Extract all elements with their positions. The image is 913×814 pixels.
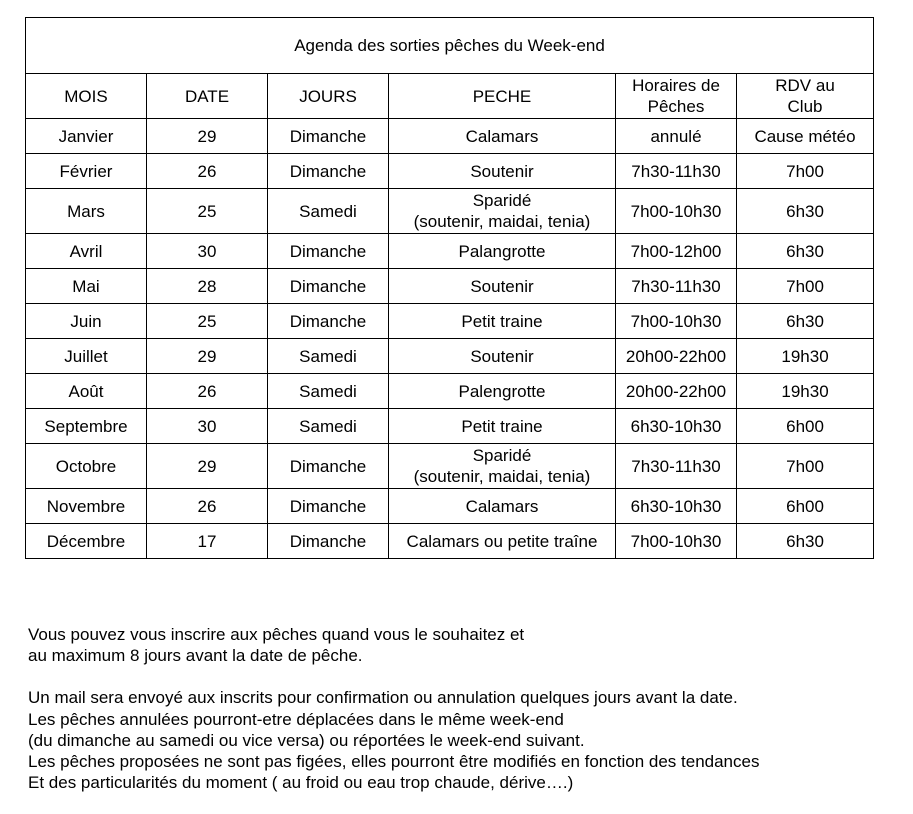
date-cell: 30 xyxy=(147,234,268,269)
fishing-type-line: Palangrotte xyxy=(458,241,546,261)
header-horaires-line1: Horaires de xyxy=(632,76,720,95)
month-cell: Mai xyxy=(26,269,147,304)
meeting-cell: 6h30 xyxy=(737,304,874,339)
meeting-cell: 19h30 xyxy=(737,374,874,409)
table-row xyxy=(26,304,874,339)
schedule-cell: 7h30-11h30 xyxy=(616,269,737,304)
fishing-type-line: Palengrotte xyxy=(458,381,546,401)
schedule-cell: 20h00-22h00 xyxy=(616,339,737,374)
day-cell: Dimanche xyxy=(268,154,389,189)
schedule-cell: 6h30-10h30 xyxy=(616,489,737,524)
date-cell: 28 xyxy=(147,269,268,304)
day-cell: Dimanche xyxy=(268,119,389,154)
fishing-type-cell xyxy=(389,154,616,189)
month-cell: Septembre xyxy=(26,409,147,444)
date-cell: 26 xyxy=(147,374,268,409)
month-cell: Avril xyxy=(26,234,147,269)
schedule-cell: 7h00-10h30 xyxy=(616,524,737,559)
date-cell: 25 xyxy=(147,304,268,339)
paragraph-gap xyxy=(28,666,888,687)
date-cell: 30 xyxy=(147,409,268,444)
date-cell: 29 xyxy=(147,339,268,374)
schedule-cell: 20h00-22h00 xyxy=(616,374,737,409)
fishing-type-cell xyxy=(389,304,616,339)
fishing-type-line: Soutenir xyxy=(470,161,534,181)
fishing-type-line: Petit traine xyxy=(461,311,543,331)
fishing-type-cell xyxy=(389,374,616,409)
table-row xyxy=(26,339,874,374)
meeting-cell: 6h00 xyxy=(737,409,874,444)
table-row xyxy=(26,119,874,154)
schedule-cell: 7h30-11h30 xyxy=(616,444,737,489)
header-rdv xyxy=(737,74,874,119)
table-row xyxy=(26,189,874,234)
fishing-type-cell xyxy=(389,489,616,524)
month-cell: Mars xyxy=(26,189,147,234)
meeting-cell: 6h30 xyxy=(737,189,874,234)
fishing-type-line: Calamars xyxy=(465,126,539,146)
schedule-cell: 7h00-12h00 xyxy=(616,234,737,269)
note-line: Un mail sera envoyé aux inscrits pour confirmation ou annulation quelques jours avant la date. xyxy=(28,688,738,708)
date-cell: 17 xyxy=(147,524,268,559)
day-cell: Samedi xyxy=(268,339,389,374)
note-line: au maximum 8 jours avant la date de pêche. xyxy=(28,646,363,666)
meeting-cell: Cause météo xyxy=(737,119,874,154)
month-cell: Octobre xyxy=(26,444,147,489)
day-cell: Dimanche xyxy=(268,489,389,524)
schedule-cell: 7h00-10h30 xyxy=(616,189,737,234)
meeting-cell: 7h00 xyxy=(737,269,874,304)
fishing-type-line: Calamars xyxy=(465,496,539,516)
header-peche: PECHE xyxy=(389,74,616,119)
header-jours: JOURS xyxy=(268,74,389,119)
schedule-cell: 7h30-11h30 xyxy=(616,154,737,189)
fishing-type-cell xyxy=(389,269,616,304)
day-cell: Dimanche xyxy=(268,304,389,339)
table-row xyxy=(26,154,874,189)
table-row xyxy=(26,444,874,489)
table-row xyxy=(26,269,874,304)
notes-section xyxy=(28,624,888,793)
schedule-cell: annulé xyxy=(616,119,737,154)
meeting-cell: 6h30 xyxy=(737,524,874,559)
meeting-cell: 7h00 xyxy=(737,444,874,489)
header-date: DATE xyxy=(147,74,268,119)
fishing-type-cell xyxy=(389,444,616,489)
date-cell: 29 xyxy=(147,444,268,489)
fishing-type-line: Soutenir xyxy=(470,346,534,366)
schedule-cell: 7h00-10h30 xyxy=(616,304,737,339)
header-horaires xyxy=(616,74,737,119)
fishing-type-cell xyxy=(389,189,616,234)
fishing-type-cell xyxy=(389,119,616,154)
header-rdv-line1: RDV au xyxy=(775,76,835,95)
note-line: Vous pouvez vous inscrire aux pêches quand vous le souhaitez et xyxy=(28,625,525,644)
month-cell: Janvier xyxy=(26,119,147,154)
meeting-cell: 19h30 xyxy=(737,339,874,374)
table-title: Agenda des sorties pêches du Week-end xyxy=(26,18,874,74)
day-cell: Dimanche xyxy=(268,444,389,489)
fishing-type-line: Petit traine xyxy=(461,416,543,436)
table-row xyxy=(26,489,874,524)
fishing-type-cell xyxy=(389,524,616,559)
meeting-cell: 6h00 xyxy=(737,489,874,524)
fishing-type-cell xyxy=(389,339,616,374)
date-cell: 26 xyxy=(147,489,268,524)
schedule-cell: 6h30-10h30 xyxy=(616,409,737,444)
note-line: Et des particularités du moment ( au froid ou eau trop chaude, dérive….) xyxy=(28,773,574,793)
date-cell: 26 xyxy=(147,154,268,189)
agenda-table xyxy=(25,17,874,559)
fishing-type-line: Soutenir xyxy=(470,276,534,296)
day-cell: Samedi xyxy=(268,189,389,234)
fishing-type-cell xyxy=(389,234,616,269)
date-cell: 29 xyxy=(147,119,268,154)
meeting-cell: 7h00 xyxy=(737,154,874,189)
table-row xyxy=(26,409,874,444)
day-cell: Samedi xyxy=(268,409,389,444)
date-cell: 25 xyxy=(147,189,268,234)
header-mois: MOIS xyxy=(26,74,147,119)
month-cell: Décembre xyxy=(26,524,147,559)
fishing-type-line: (soutenir, maidai, tenia) xyxy=(413,467,591,486)
month-cell: Novembre xyxy=(26,489,147,524)
day-cell: Dimanche xyxy=(268,269,389,304)
fishing-type-line: Calamars ou petite traîne xyxy=(406,531,598,551)
month-cell: Juillet xyxy=(26,339,147,374)
header-rdv-line2: Club xyxy=(787,97,823,116)
table-row xyxy=(26,374,874,409)
day-cell: Samedi xyxy=(268,374,389,409)
meeting-cell: 6h30 xyxy=(737,234,874,269)
fishing-type-cell xyxy=(389,409,616,444)
note-line: Les pêches proposées ne sont pas figées, elles pourront être modifiés en fonction des tendances xyxy=(28,752,760,772)
note-line: (du dimanche au samedi ou vice versa) ou réportées le week-end suivant. xyxy=(28,730,585,750)
month-cell: Août xyxy=(26,374,147,409)
table-row xyxy=(26,234,874,269)
fishing-type-line: Sparidé xyxy=(472,446,532,465)
header-horaires-line2: Pêches xyxy=(647,97,705,116)
month-cell: Février xyxy=(26,154,147,189)
month-cell: Juin xyxy=(26,304,147,339)
fishing-type-line: (soutenir, maidai, tenia) xyxy=(413,212,591,231)
fishing-type-line: Sparidé xyxy=(472,191,532,210)
table-row xyxy=(26,524,874,559)
note-line: Les pêches annulées pourront-etre déplacées dans le même week-end xyxy=(28,709,564,729)
day-cell: Dimanche xyxy=(268,524,389,559)
day-cell: Dimanche xyxy=(268,234,389,269)
agenda-body xyxy=(26,119,874,559)
